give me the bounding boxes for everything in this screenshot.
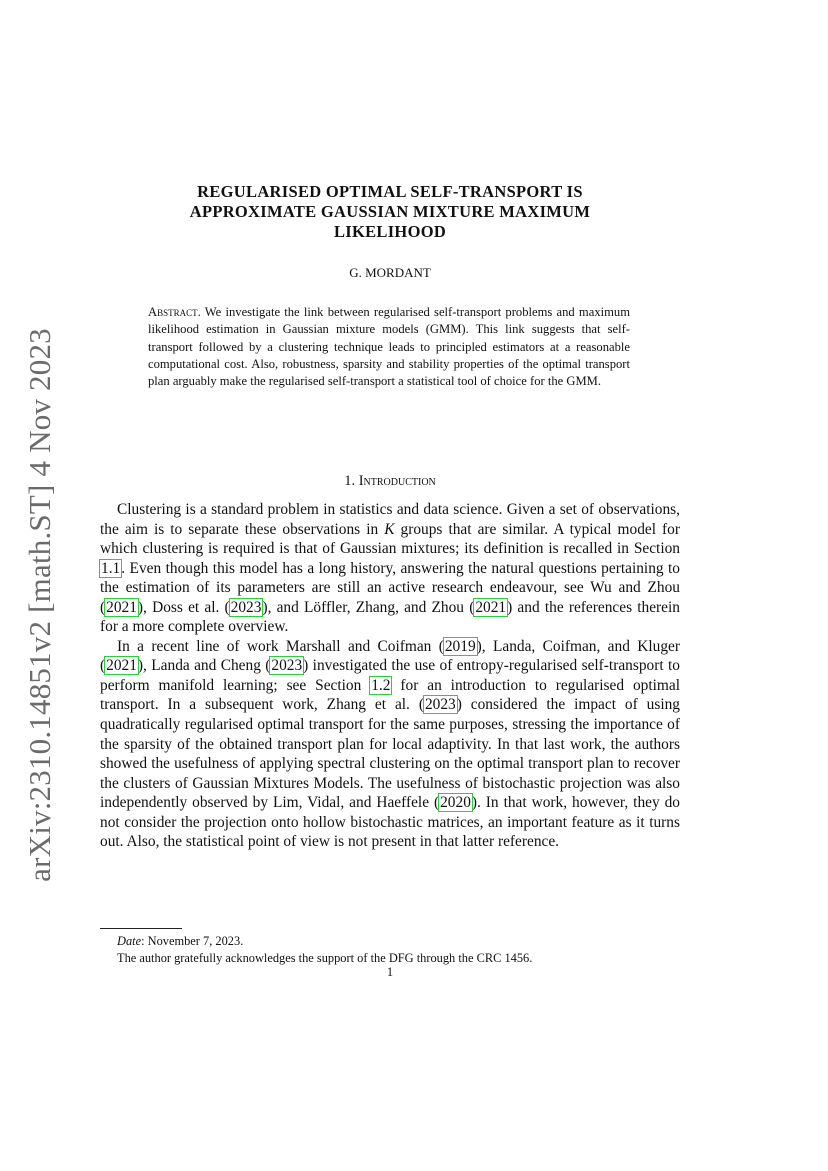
abstract-text: We investigate the link between regularised self-transport problems and maximum likelihood estimation in Gaussian mixture models (GMM). This link suggests that self-transport followed by a clustering technique leads to principled estimators at a reasonable computational cost. Also, robustness, sparsity and stability properties of the optimal transport plan arguably make the regularised self-transport a statistical tool of choice for the GMM. [148, 305, 631, 389]
page-number: 1 [386, 965, 394, 979]
body-text [100, 500, 680, 852]
abstract [148, 304, 630, 390]
section-title-text: Introduction [358, 473, 436, 489]
citation-link[interactable]: 2021 [106, 657, 137, 675]
section-link[interactable]: 1.1 [101, 559, 121, 577]
date-label: Date [117, 934, 142, 948]
text-run: In a recent line of work Marshall and Coifman ( [117, 637, 444, 655]
section-number: 1. [344, 473, 356, 489]
arxiv-identifier: arXiv:2310.14851v2 [math.ST] 4 Nov 2023 [22, 327, 58, 882]
arxiv-sidebar-stamp [18, 327, 62, 882]
citation-link[interactable]: 2023 [271, 657, 303, 675]
citation-link[interactable]: 2020 [440, 794, 471, 812]
text-run: ) investigated the use of entropy-regularised self-transport to perform manifold learning; see Section [100, 657, 680, 694]
text-run: groups that are similar. A typical model for which clustering is required is that of Gaussian mixtures; its definition is recalled in Section [100, 520, 680, 558]
date-footnote [100, 933, 680, 950]
text-run: ), and Löffler, Zhang, and Zhou ( [262, 598, 475, 616]
citation-link[interactable]: 2019 [444, 637, 476, 655]
title-line: LIKELIHOOD [333, 222, 447, 241]
text-run: ) considered the impact of using quadratically regularised optimal transport for the same purposes, stressing the importance of the sparsity of the obtained transport plan for local adaptivity. In that last work, the authors showed the usefulness of applying spectral clustering on the optimal transport plan to recover the clusters of Gaussian Mixtures Models. The usefulness of bistochastic projection was also independently observed by Lim, Vidal, and Haeffele ( [100, 696, 680, 812]
text-run: ), Doss et al. ( [137, 598, 230, 616]
text-run: for an introduction to regularised optimal transport. In a subsequent work, Zhang et al. ( [100, 676, 681, 714]
text-run: ), Landa, Coifman, and Kluger ( [100, 637, 680, 675]
citation-link[interactable]: 2021 [106, 598, 137, 616]
footnotes [100, 933, 680, 967]
abstract-label: Abstract. [148, 305, 201, 319]
text-run: Clustering is a standard problem in statistics and data science. Given a set of observations, the aim is to separate these observations in [100, 501, 680, 538]
text-run: ), Landa and Cheng ( [137, 657, 271, 675]
citation-link[interactable]: 2023 [230, 598, 262, 616]
paper-title [100, 182, 680, 242]
section-heading [100, 473, 680, 490]
title-line: REGULARISED OPTIMAL SELF-TRANSPORT IS [197, 182, 583, 201]
acknowledgement-footnote: The author gratefully acknowledges the support of the DFG through the CRC 1456. [117, 951, 533, 965]
text-run: ). In that work, however, they do not consider the projection onto hollow bistochastic matrices, an important feature as it turns out. Also, the statistical point of view is not present in that latter reference. [100, 794, 680, 851]
author-name: G. MORDANT [349, 265, 431, 280]
paragraph [100, 637, 680, 852]
footnote-divider [100, 928, 182, 929]
math-variable: K [384, 520, 395, 538]
citation-link[interactable]: 2021 [475, 598, 507, 616]
text-run: ) and the references therein for a more complete overview. [100, 598, 680, 636]
paragraph [100, 500, 680, 637]
section-link[interactable]: 1.2 [371, 676, 391, 694]
title-line: APPROXIMATE GAUSSIAN MIXTURE MAXIMUM [189, 202, 591, 221]
text-run: . Even though this model has a long history, answering the natural questions pertaining to the estimation of its parameters are still an active research endeavour, see Wu and Zhou ( [100, 559, 680, 616]
date-value: : November 7, 2023. [141, 934, 244, 948]
citation-link[interactable]: 2023 [424, 696, 456, 714]
